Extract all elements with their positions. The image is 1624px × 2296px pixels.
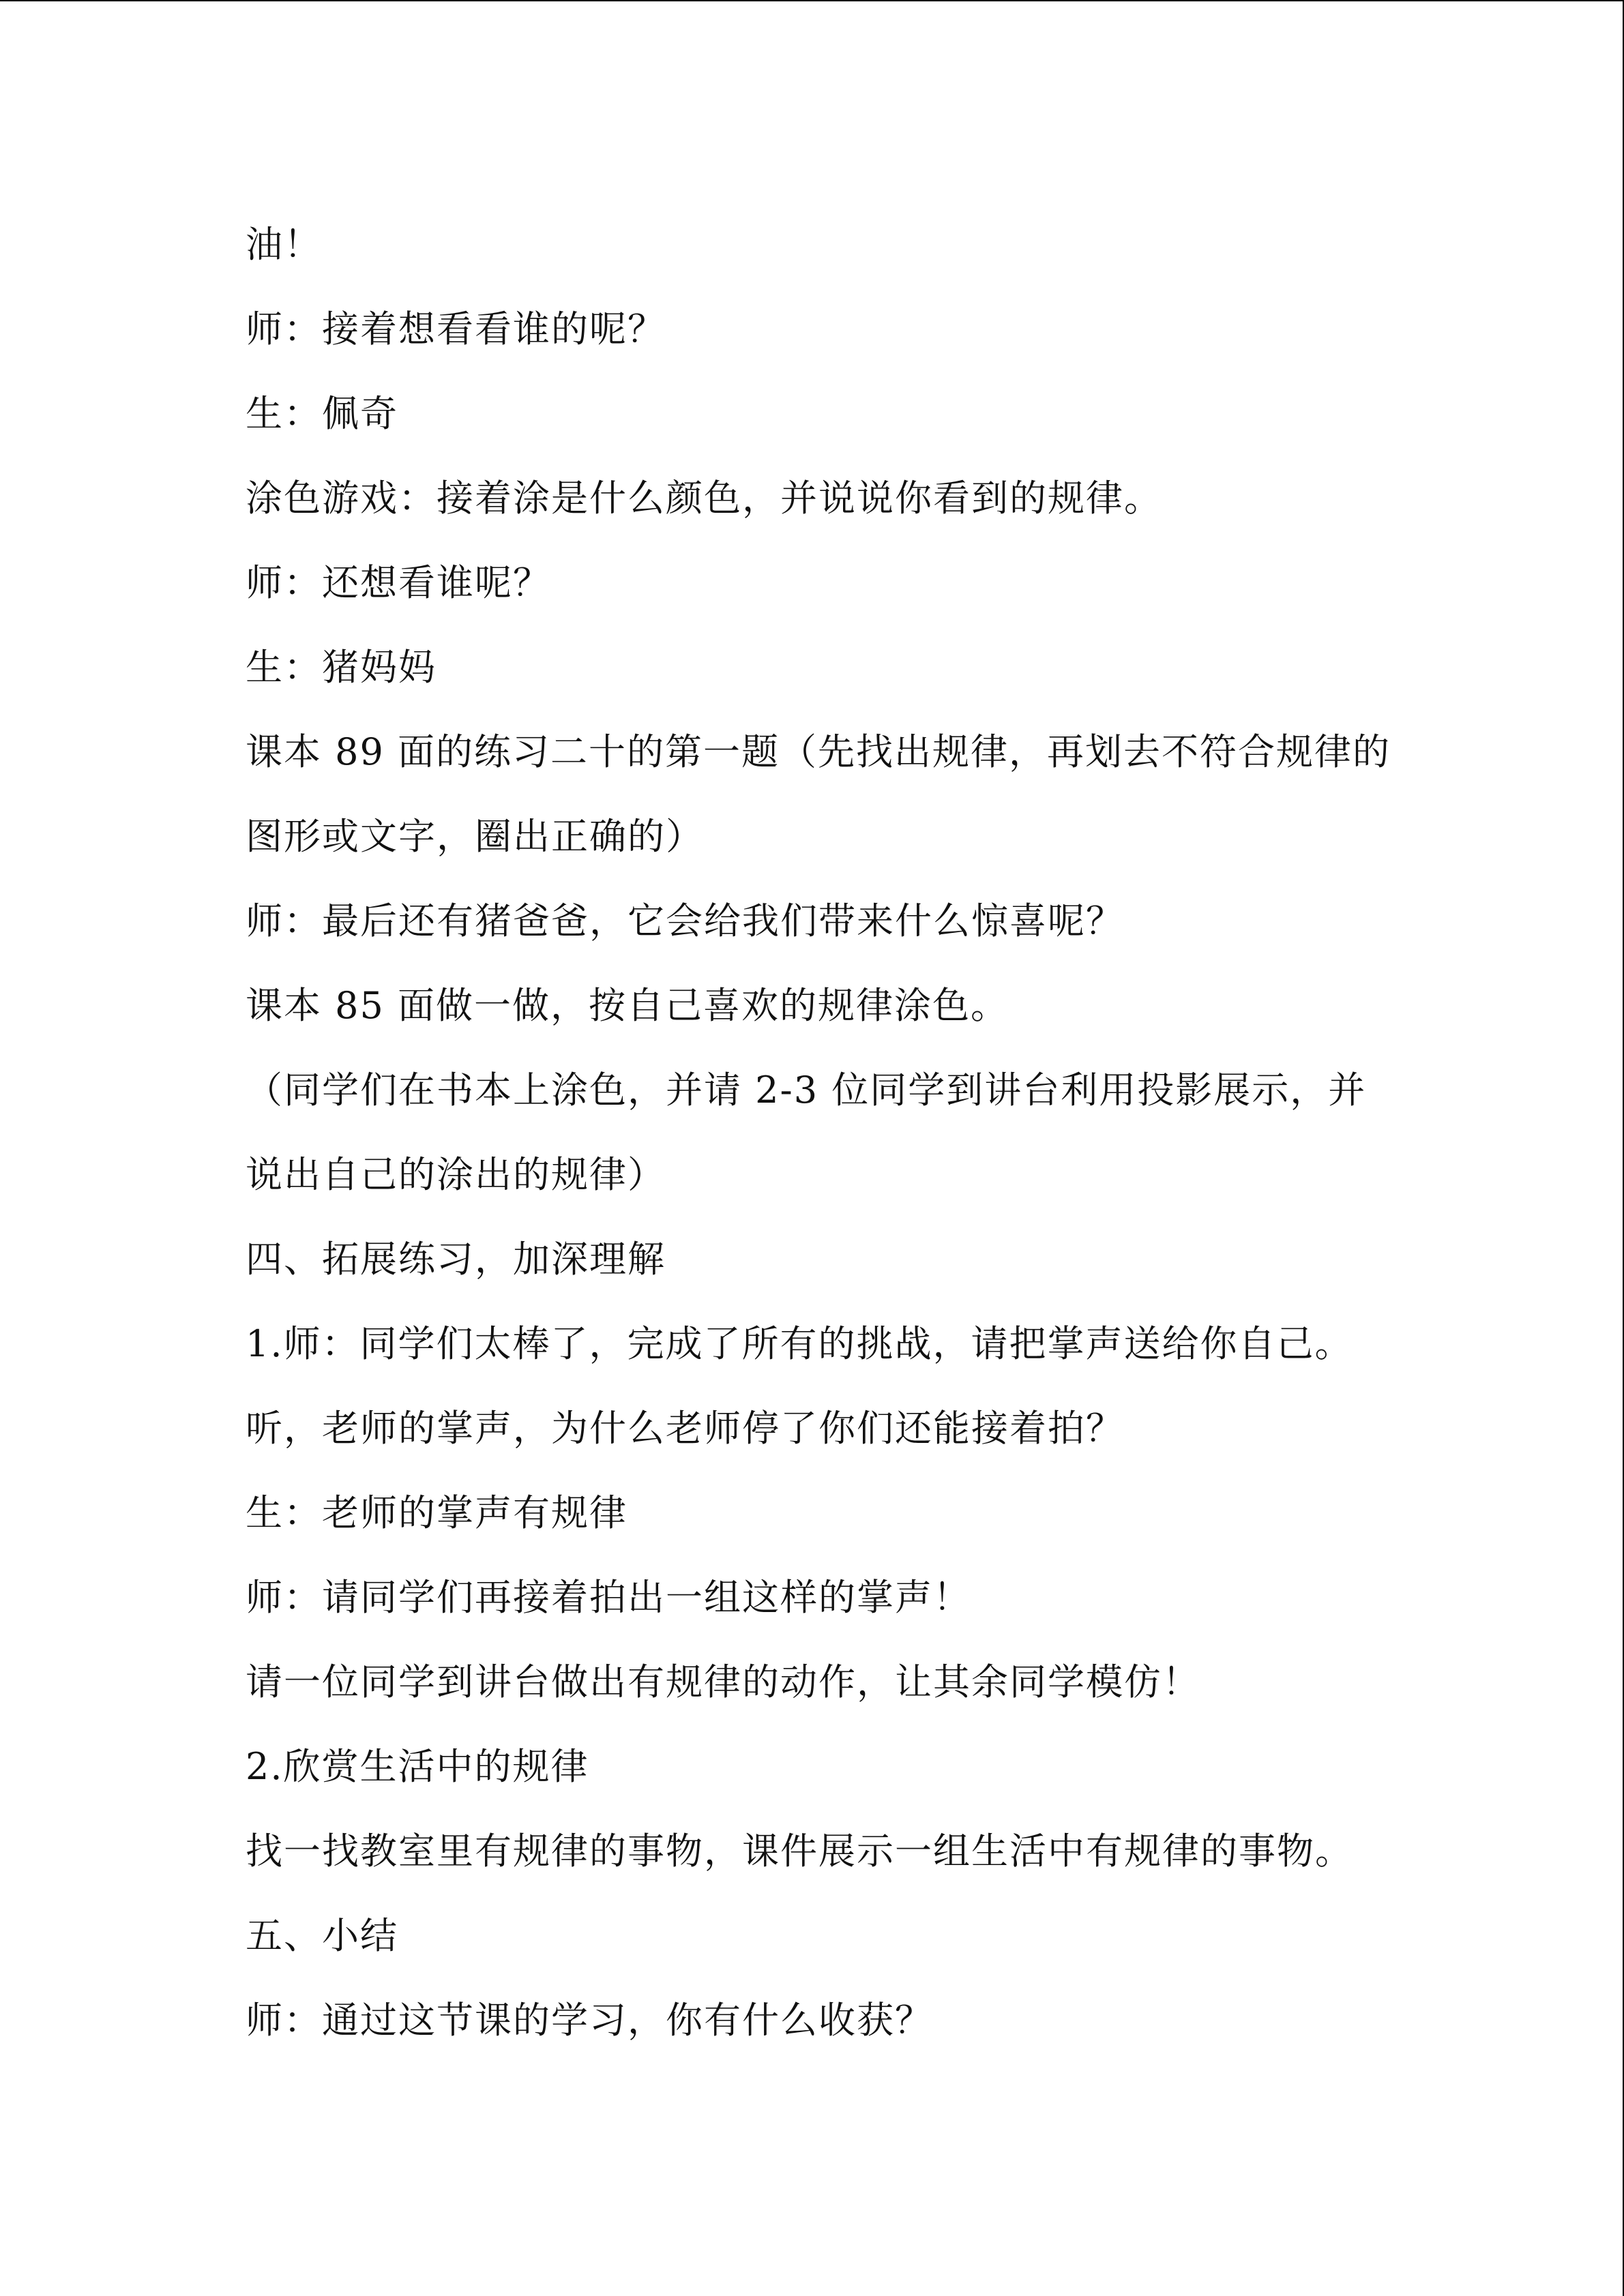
text-line: 课本 89 面的练习二十的第一题（先找出规律，再划去不符合规律的 <box>246 730 1391 773</box>
text-line: 生：老师的掌声有规律 <box>246 1491 628 1534</box>
text-line: 生：佩奇 <box>246 392 398 435</box>
text-line: 课本 85 面做一做，按自己喜欢的规律涂色。 <box>246 984 1009 1027</box>
section-heading: 四、拓展练习，加深理解 <box>246 1238 666 1281</box>
text-line: 听，老师的掌声，为什么老师停了你们还能接着拍？ <box>246 1407 1124 1450</box>
text-line: 涂色游戏：接着涂是什么颜色，并说说你看到的规律。 <box>246 477 1162 520</box>
text-line: 油！ <box>246 223 322 266</box>
text-line: 师：还想看谁呢？ <box>246 561 551 604</box>
text-line: 1.师：同学们太棒了，完成了所有的挑战，请把掌声送给你自己。 <box>246 1322 1353 1365</box>
text-line: 师：最后还有猪爸爸，它会给我们带来什么惊喜呢？ <box>246 899 1124 942</box>
subsection-heading: 2.欣赏生活中的规律 <box>246 1745 589 1788</box>
text-line: 生：猪妈妈 <box>246 646 437 689</box>
text-line: 说出自己的涂出的规律） <box>246 1153 666 1196</box>
document-body <box>246 203 1405 2063</box>
text-line: 师：接着想看看谁的呢？ <box>246 308 666 351</box>
section-heading: 五、小结 <box>246 1914 398 1957</box>
text-line: 师：通过这节课的学习，你有什么收获？ <box>246 1999 933 2042</box>
text-line: 图形或文字，圈出正确的） <box>246 815 704 858</box>
text-line: 找一找教室里有规律的事物，课件展示一组生活中有规律的事物。 <box>246 1830 1353 1873</box>
text-line: 师：请同学们再接着拍出一组这样的掌声！ <box>246 1576 971 1619</box>
text-line: （同学们在书本上涂色，并请 2-3 位同学到讲台利用投影展示，并 <box>246 1069 1367 1112</box>
text-line: 请一位同学到讲台做出有规律的动作，让其余同学模仿！ <box>246 1660 1200 1703</box>
